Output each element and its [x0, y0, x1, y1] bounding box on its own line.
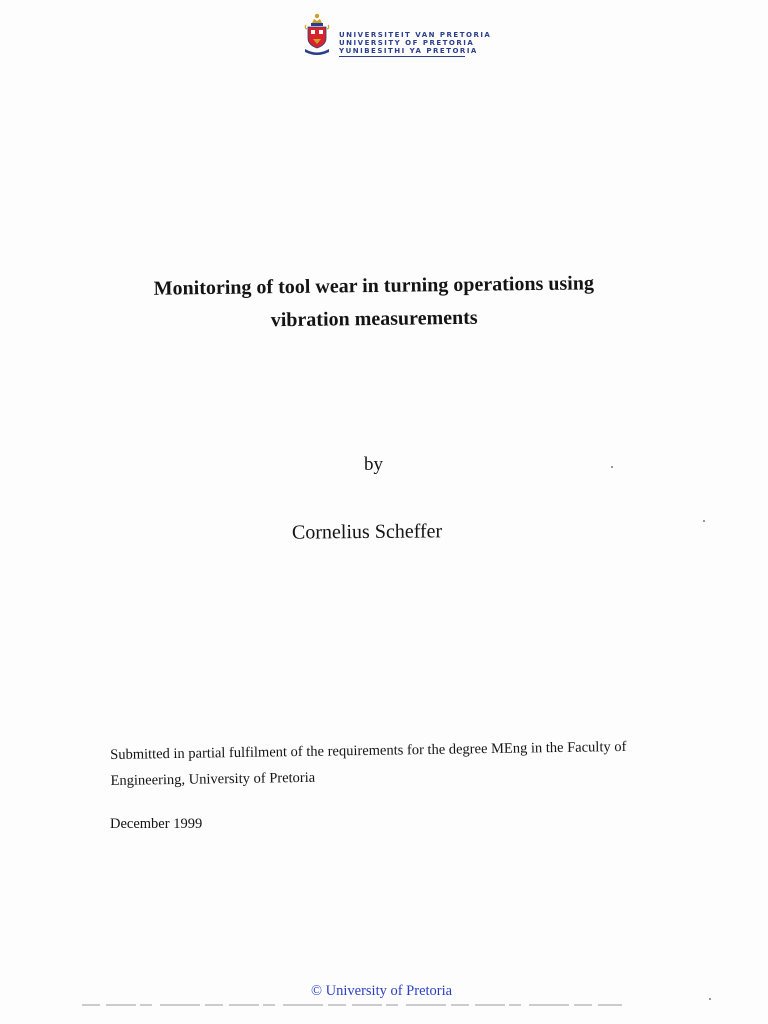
scan-speck — [703, 520, 705, 522]
scan-artifact-line — [82, 1004, 622, 1006]
title-line-2: vibration measurements — [270, 306, 478, 332]
submission-line-1: Submitted in partial fulfilment of the requirements for the degree MEng in the Faculty of — [110, 738, 627, 763]
scan-speck — [611, 466, 613, 468]
university-name-sepedi: YUNIBESITHI YA PRETORIA — [339, 47, 478, 56]
university-header — [303, 12, 491, 56]
submission-line-2: Engineering, University of Pretoria — [110, 769, 316, 789]
copyright-link[interactable]: © University of Pretoria — [311, 983, 453, 999]
thesis-title — [100, 267, 649, 340]
scan-speck — [709, 998, 711, 1000]
university-name-english: UNIVERSITY OF PRETORIA — [339, 39, 475, 48]
university-crest-icon — [303, 12, 331, 56]
header-underline — [339, 56, 465, 57]
title-line-1: Monitoring of tool wear in turning operations using — [153, 272, 595, 300]
by-label: by — [364, 454, 383, 475]
university-name-afrikaans: UNIVERSITEIT VAN PRETORIA — [339, 31, 492, 39]
university-names — [339, 31, 491, 56]
author-name: Cornelius Scheffer — [291, 520, 443, 544]
submission-statement — [110, 733, 671, 794]
submission-date: December 1999 — [110, 816, 203, 832]
